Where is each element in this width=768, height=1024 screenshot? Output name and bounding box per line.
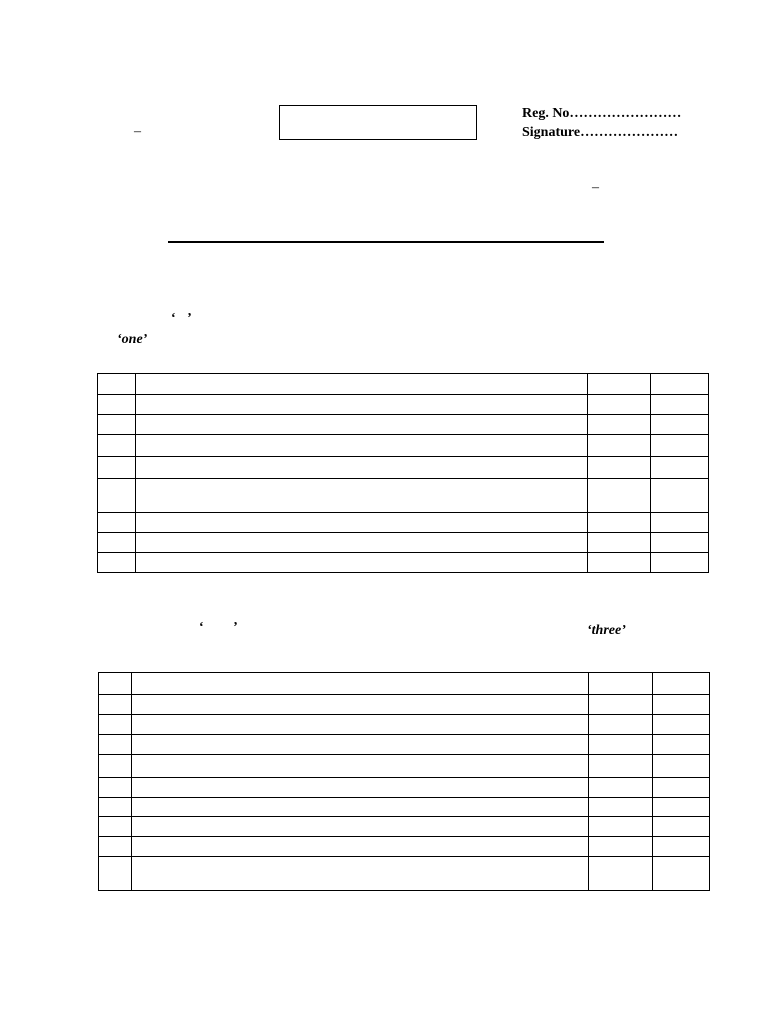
table-cell <box>136 457 588 479</box>
table-row <box>98 479 709 513</box>
table-cell <box>589 735 653 755</box>
table-cell <box>589 755 653 778</box>
signature-label: Signature………………… <box>522 125 679 140</box>
table-cell <box>651 513 709 533</box>
table-cell <box>589 673 653 695</box>
table-cell <box>589 778 653 798</box>
table-cell <box>653 695 710 715</box>
table-cell <box>653 715 710 735</box>
table-cell <box>653 857 710 891</box>
table-cell <box>136 395 588 415</box>
table-cell <box>651 533 709 553</box>
table-cell <box>651 553 709 573</box>
table-cell <box>99 798 132 817</box>
title-box <box>279 105 477 140</box>
table-cell <box>99 735 132 755</box>
table-cell <box>651 415 709 435</box>
table-cell <box>653 673 710 695</box>
table-cell <box>653 837 710 857</box>
table-cell <box>651 435 709 457</box>
table-cell <box>132 755 589 778</box>
table-cell <box>651 374 709 395</box>
table-cell <box>136 533 588 553</box>
table-cell <box>132 673 589 695</box>
table-cell <box>589 857 653 891</box>
table-cell <box>589 715 653 735</box>
section-two-quotes: ‘ ’ <box>199 620 238 635</box>
table-cell <box>136 374 588 395</box>
table-cell <box>651 457 709 479</box>
table-cell <box>588 415 651 435</box>
table-cell <box>98 395 136 415</box>
table-cell <box>589 695 653 715</box>
table-cell <box>98 435 136 457</box>
table-cell <box>588 457 651 479</box>
table-cell <box>132 817 589 837</box>
table-cell <box>136 479 588 513</box>
table-cell <box>98 553 136 573</box>
table-cell <box>98 533 136 553</box>
table-row <box>98 553 709 573</box>
table-cell <box>99 837 132 857</box>
table-cell <box>99 715 132 735</box>
table-cell <box>99 755 132 778</box>
table-cell <box>132 695 589 715</box>
section-two-emphasis: ‘three’ <box>587 623 626 638</box>
table-cell <box>653 735 710 755</box>
table-row <box>99 817 710 837</box>
table-cell <box>588 395 651 415</box>
section-one-emphasis: ‘one’ <box>117 332 148 347</box>
table-row <box>98 533 709 553</box>
table-row <box>98 457 709 479</box>
table-row <box>99 715 710 735</box>
table-cell <box>132 857 589 891</box>
table-cell <box>136 435 588 457</box>
dash-left: – <box>134 124 141 139</box>
table-cell <box>589 798 653 817</box>
table-cell <box>98 415 136 435</box>
table-cell <box>589 837 653 857</box>
question-table-two <box>98 672 710 891</box>
table-row <box>98 435 709 457</box>
table-cell <box>653 778 710 798</box>
table-cell <box>99 817 132 837</box>
table-cell <box>588 533 651 553</box>
table-cell <box>653 798 710 817</box>
table-cell <box>588 374 651 395</box>
table-cell <box>98 374 136 395</box>
table-cell <box>588 553 651 573</box>
table-cell <box>136 513 588 533</box>
question-table-one <box>97 373 709 573</box>
table-row <box>99 837 710 857</box>
table-row <box>98 415 709 435</box>
table-row <box>99 673 710 695</box>
table-cell <box>588 513 651 533</box>
table-cell <box>588 479 651 513</box>
table-cell <box>653 755 710 778</box>
table-cell <box>98 479 136 513</box>
table-row <box>99 778 710 798</box>
table-row <box>99 735 710 755</box>
table-cell <box>136 415 588 435</box>
table-cell <box>653 817 710 837</box>
reg-no-label: Reg. No…………………… <box>522 106 682 121</box>
table-cell <box>136 553 588 573</box>
table-cell <box>589 817 653 837</box>
table-cell <box>132 778 589 798</box>
table-row <box>99 798 710 817</box>
table-cell <box>98 513 136 533</box>
table-cell <box>99 695 132 715</box>
table-cell <box>132 837 589 857</box>
table-cell <box>132 798 589 817</box>
table-cell <box>98 457 136 479</box>
table-row <box>99 857 710 891</box>
table-row <box>98 395 709 415</box>
dash-right: – <box>592 180 599 195</box>
table-cell <box>99 673 132 695</box>
table-cell <box>651 395 709 415</box>
table-row <box>98 513 709 533</box>
table-cell <box>588 435 651 457</box>
table-cell <box>99 778 132 798</box>
table-row <box>98 374 709 395</box>
table-cell <box>99 857 132 891</box>
title-underline <box>168 241 604 243</box>
section-one-quotes: ‘ ’ <box>171 311 192 326</box>
table-cell <box>132 715 589 735</box>
table-cell <box>132 735 589 755</box>
table-cell <box>651 479 709 513</box>
table-row <box>99 695 710 715</box>
table-row <box>99 755 710 778</box>
